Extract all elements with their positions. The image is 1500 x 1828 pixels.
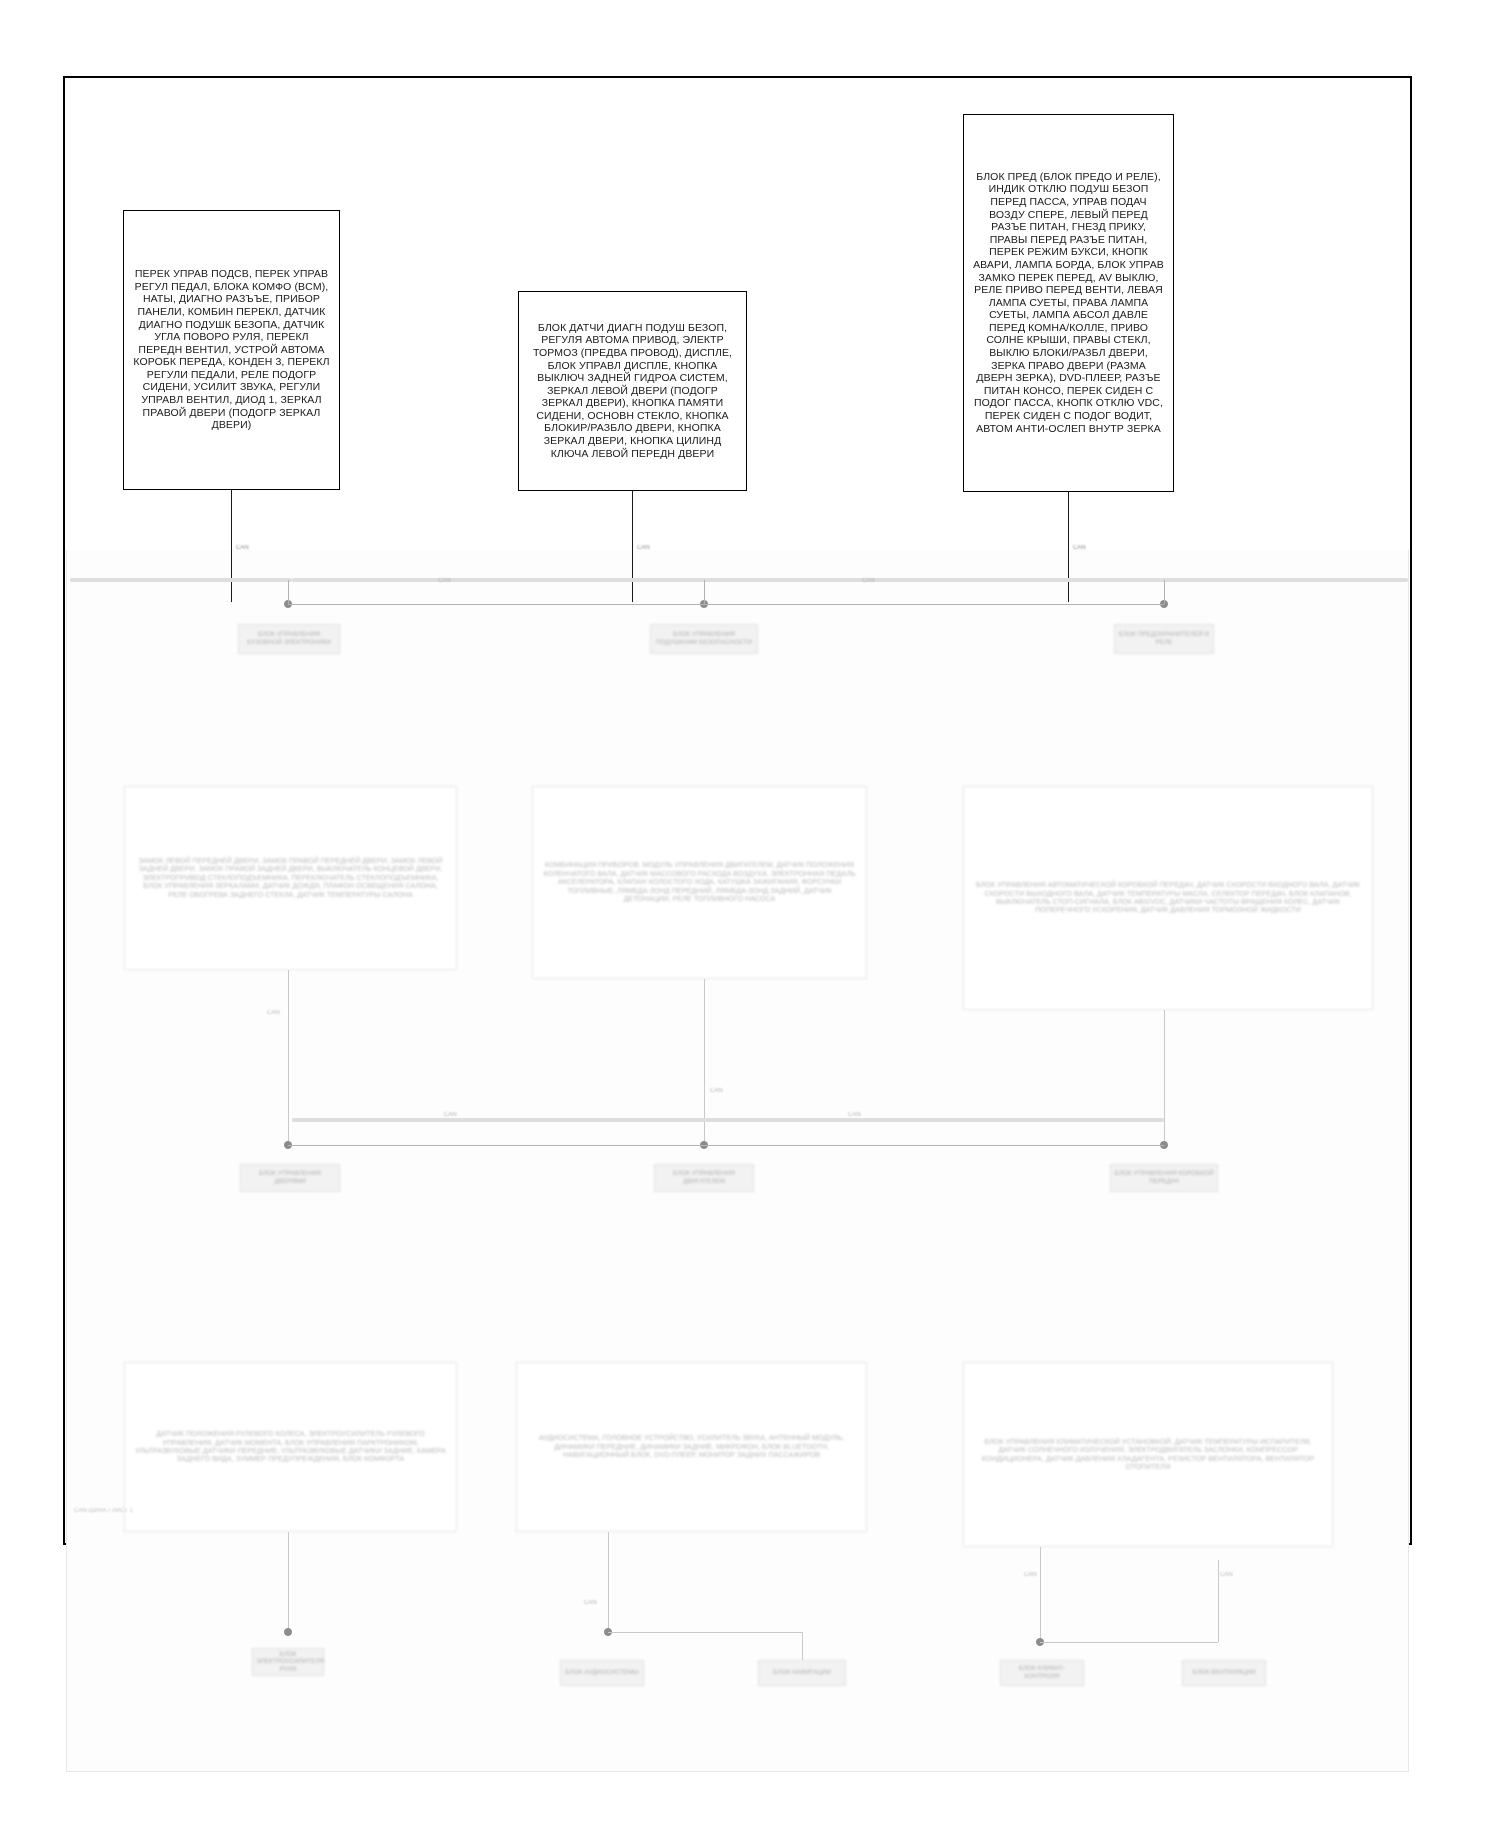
ecu-bot-2-label: БЛОК АУДИОСИСТЕМЫ <box>565 1669 639 1677</box>
drop-label-center: CAN <box>637 545 650 551</box>
bus-trunk-mid <box>292 1118 1164 1122</box>
bus-riser-top-right <box>1164 580 1165 604</box>
bottom-drop-2 <box>608 1532 609 1632</box>
node-dot-bot-1 <box>284 1628 292 1636</box>
ecu-top-center[interactable] <box>650 624 758 654</box>
ecu-top-left[interactable] <box>238 624 340 654</box>
mid-box-center <box>532 786 867 979</box>
ecu-mid-left[interactable] <box>240 1164 340 1192</box>
bus-riser-top-left <box>288 580 289 604</box>
bus-trunk-top-left <box>70 578 292 582</box>
ecu-mid-left-label: БЛОК УПРАВЛЕНИЯ ДВЕРЯМИ <box>258 1170 322 1185</box>
ecu-top-right-label: БЛОК ПРЕДОХРАНИТЕЛЕЙ И РЕЛЕ <box>1118 631 1210 646</box>
ecu-mid-center-label: БЛОК УПРАВЛЕНИЯ ДВИГАТЕЛЕМ <box>672 1170 736 1185</box>
bottom-drop-1 <box>288 1532 289 1632</box>
ecu-bot-5[interactable] <box>1182 1660 1266 1686</box>
drop-line-center <box>632 491 633 602</box>
mid-box-center-text: КОМБИНАЦИЯ ПРИБОРОВ, МОДУЛЬ УПРАВЛЕНИЯ ДВИГАТЕЛЕМ, ДАТЧИК ПОЛОЖЕНИЯ КОЛЕНЧАТОГО ВАЛА, ДАТЧИК МАССОВОГО РАСХОДА ВОЗДУХА, ЭЛЕКТРОННАЯ ПЕДАЛЬ АКСЕЛЕРАТОРА, КЛАПАН ХОЛОСТОГО ХОДА, КАТУШКА ЗАЖИГАНИЯ, ФОРСУНКИ ТОПЛИВНЫЕ, ЛЯМБДА-ЗОНД ПЕРЕДНИЙ, ЛЯМБДА-ЗОНД ЗАДНИЙ, ДАТЧИК ДЕТОНАЦИИ, РЕЛЕ ТОПЛИВНОГО НАСОСА <box>543 860 856 904</box>
ecu-mid-right-label: БЛОК УПРАВЛЕНИЯ КОРОБКОЙ ПЕРЕДАЧ <box>1114 1170 1214 1185</box>
ecu-top-center-label: БЛОК УПРАВЛЕНИЯ ПОДУШКАМИ БЕЗОПАСНОСТИ <box>655 631 753 646</box>
note-box-left-text: ПЕРЕК УПРАВ ПОДСВ, ПЕРЕК УПРАВ РЕГУЛ ПЕДАЛ, БЛОКА КОМФО (BCM), НАТЫ, ДИАГНО РАЗЪЪЕ, ПРИБОР ПАНЕЛИ, КОМБИН ПЕРЕКЛ, ДАТЧИК ДИАГНО ПОДУШК БЕЗОПА, ДАТЧИК УГЛА ПОВОРО РУЛЯ, ПЕРЕКЛ ПЕРЕДН ВЕНТИЛ, УСТРОЙ АВТОМА КОРОБК ПЕРЕДА, КОНДЕН 3, ПЕРЕКЛ РЕГУЛИ ПЕДАЛИ, РЕЛЕ ПОДОГР СИДЕНИ, УСИЛИТ ЗВУКА, РЕГУЛИ УПРАВЛ ВЕНТИЛ, ДИОД 1, ЗЕРКАЛ ПРАВОЙ ДВЕРИ (ПОДОГР ЗЕРКАЛ ДВЕРИ) <box>133 268 330 432</box>
bus-run-top-b <box>704 604 1164 605</box>
bottom-drop-4 <box>1040 1547 1041 1642</box>
ecu-bot-2[interactable] <box>560 1660 644 1686</box>
mid-box-right <box>963 786 1373 1010</box>
ecu-bot-3[interactable] <box>758 1660 846 1686</box>
mid-drop-right <box>1164 1010 1165 1145</box>
mid-box-left <box>124 786 457 970</box>
bus-riser-top-center <box>704 580 705 604</box>
bottom-box-left <box>124 1362 457 1532</box>
mid-drop-left <box>288 970 289 1145</box>
ecu-bot-1-label: БЛОК ЭЛЕКТРОУСИЛИТЕЛЯ РУЛЯ <box>256 1650 325 1673</box>
bus-run-mid-b <box>704 1145 1164 1146</box>
note-box-center <box>518 291 747 491</box>
bottom-box-right-text: БЛОК УПРАВЛЕНИЯ КЛИМАТИЧЕСКОЙ УСТАНОВКОЙ, ДАТЧИК ТЕМПЕРАТУРЫ ИСПАРИТЕЛЯ, ДАТЧИК СОЛНЕЧНОГО ИЗЛУЧЕНИЯ, ЭЛЕКТРОДВИГАТЕЛЬ ЗАСЛОНКИ, КОМПРЕССОР КОНДИЦИОНЕРА, ДАТЧИК ДАВЛЕНИЯ ХЛАДАГЕНТА, РЕЗИСТОР ВЕНТИЛЯТОРА, ВЕНТИЛЯТОР ОТОПИТЕЛЯ <box>981 1436 1315 1471</box>
ecu-bot-1[interactable] <box>252 1648 324 1676</box>
ecu-top-right[interactable] <box>1114 624 1214 654</box>
bottom-box-right <box>963 1362 1333 1547</box>
bus-trunk-top <box>292 578 1408 582</box>
frame-stub-left <box>63 466 65 546</box>
drop-label-left: CAN <box>236 545 249 551</box>
bus-label-mid-a: CAN <box>444 1112 457 1118</box>
bus-run-mid-a <box>288 1145 704 1146</box>
ecu-bot-4[interactable] <box>1000 1660 1084 1686</box>
drop-line-right <box>1068 492 1069 602</box>
bottom-drop-2b <box>802 1632 803 1660</box>
ecu-mid-center[interactable] <box>654 1164 754 1192</box>
bus-run-top-a <box>288 604 704 605</box>
bottom-label-2: CAN <box>584 1600 597 1606</box>
bottom-branch-2 <box>608 1632 802 1633</box>
bottom-drop-5 <box>1218 1560 1219 1642</box>
bottom-box-center-text: АУДИОСИСТЕМА, ГОЛОВНОЕ УСТРОЙСТВО, УСИЛИТЕЛЬ ЗВУКА, АНТЕННЫЙ МОДУЛЬ, ДИНАМИКИ ПЕРЕДНИЕ, ДИНАМИКИ ЗАДНИЕ, МИКРОФОН, БЛОК BLUETOOTH, НАВИГАЦИОННЫЙ БЛОК, DVD-ПЛЕЕР, МОНИТОР ЗАДНИХ ПАССАЖИРОВ <box>538 1433 845 1460</box>
ecu-mid-right[interactable] <box>1110 1164 1218 1192</box>
note-box-center-text: БЛОК ДАТЧИ ДИАГН ПОДУШ БЕЗОП, РЕГУЛЯ АВТОМА ПРИВОД, ЭЛЕКТР ТОРМОЗ (ПРЕДВА ПРОВОД), ДИСПЛЕ, БЛОК УПРАВЛ ДИСПЛЕ, КНОПКА ВЫКЛЮЧ ЗАДНЕЙ ГИДРОА СИСТЕМ, ЗЕРКАЛ ЛЕВОЙ ДВЕРИ (ПОДОГР ЗЕРКАЛ ДВЕРИ), КНОПКА ПАМЯТИ СИДЕНИ, ОСНОВН СТЕКЛО, КНОПКА БЛОКИР/РАЗБЛО ДВЕРИ, КНОПКА ЗЕРКАЛ ДВЕРИ, КНОПКА ЦИЛИНД КЛЮЧА ЛЕВОЙ ПЕРЕДН ДВЕРИ <box>532 321 733 460</box>
note-box-right <box>963 114 1174 492</box>
bottom-label-4: CAN <box>1024 1572 1037 1578</box>
bottom-box-left-text: ДАТЧИК ПОЛОЖЕНИЯ РУЛЕВОГО КОЛЕСА, ЭЛЕКТРОУСИЛИТЕЛЬ РУЛЕВОГО УПРАВЛЕНИЯ, ДАТЧИК МОМЕНТА, БЛОК УПРАВЛЕНИЯ ПАРКТРОНИКОМ, УЛЬТРАЗВУКОВЫЕ ДАТЧИКИ ПЕРЕДНИЕ, УЛЬТРАЗВУКОВЫЕ ДАТЧИКИ ЗАДНИЕ, КАМЕРА ЗАДНЕГО ВИДА, ЗУММЕР ПРЕДУПРЕЖДЕНИЯ, БЛОК КОМФОРТА <box>135 1429 446 1464</box>
mid-drop-label-left: CAN <box>267 1010 280 1016</box>
note-box-right-text: БЛОК ПРЕД (БЛОК ПРЕДО И РЕЛЕ), ИНДИК ОТКЛЮ ПОДУШ БЕЗОП ПЕРЕД ПАССА, УПРАВ ПОДАЧ ВОЗДУ СПЕРЕ, ЛЕВЫЙ ПЕРЕД РАЗЪЕ ПИТАН, ГНЕЗД ПРИКУ, ПРАВЫ ПЕРЕД РАЗЪЕ ПИТАН, ПЕРЕК РЕЖИМ БУКСИ, КНОПК АВАРИ, ЛАМПА БОРДА, БЛОК УПРАВ ЗАМКО ПЕРЕК ПЕРЕД, AV ВЫКЛЮ, РЕЛЕ ПРИВО ПЕРЕД ВЕНТИ, ЛЕВАЯ ЛАМПА СУЕТЫ, ПРАВА ЛАМПА СУЕТЫ, ЛАМПА АБСОЛ ДАВЛЕ ПЕРЕД КОМНА/КОЛЛЕ, ПРИВО СОЛНЕ КРЫШИ, ПРАВЫ СТЕКЛ, ВЫКЛЮ БЛОКИ/РАЗБЛ ДВЕРИ, ЗЕРКА ПРАВО ДВЕРИ (РАЗМА ДВЕРН ЗЕРКА), DVD-ПЛЕЕР, РАЗЪЕ ПИТАН КОНСО, ПЕРЕК СИДЕН С ПОДОГ ПАССА, КНОПК ОТКЛЮ VDC, ПЕРЕК СИДЕН С ПОДОГ ВОДИТ, АВТОМ АНТИ-ОСЛЕП ВНУТР ЗЕРКА <box>973 170 1164 435</box>
bottom-box-center <box>516 1362 867 1532</box>
drop-label-right: CAN <box>1073 545 1086 551</box>
ecu-bot-3-label: БЛОК НАВИГАЦИИ <box>773 1669 831 1677</box>
mid-box-right-text: БЛОК УПРАВЛЕНИЯ АВТОМАТИЧЕСКОЙ КОРОБКОЙ ПЕРЕДАЧ, ДАТЧИК СКОРОСТИ ВХОДНОГО ВАЛА, ДАТЧИК СКОРОСТИ ВЫХОДНОГО ВАЛА, ДАТЧИК ТЕМПЕРАТУРЫ МАСЛА, СЕЛЕКТОР ПЕРЕДАЧ, БЛОК КЛАПАНОВ, ВЫКЛЮЧАТЕЛЬ СТОП-СИГНАЛА, БЛОК ABS/VDC, ДАТЧИКИ ЧАСТОТЫ ВРАЩЕНИЯ КОЛЕС, ДАТЧИК ПОПЕРЕЧНОГО УСКОРЕНИЯ, ДАТЧИК ДАВЛЕНИЯ ТОРМОЗНОЙ ЖИДКОСТИ <box>975 880 1360 915</box>
ecu-bot-5-label: БЛОК ВЕНТИЛЯЦИИ <box>1192 1669 1256 1677</box>
bus-label-mid-b: CAN <box>848 1112 861 1118</box>
frame-stub-right <box>1410 466 1412 546</box>
bottom-label-5: CAN <box>1220 1572 1233 1578</box>
mid-drop-label-center: CAN <box>710 1088 723 1094</box>
footer-note: CAN-ШИНА / ЛИСТ 1 <box>74 1508 133 1514</box>
ecu-top-left-label: БЛОК УПРАВЛЕНИЯ КУЗОВНОЙ ЭЛЕКТРОНИКИ <box>247 631 331 646</box>
drop-line-left <box>231 490 232 602</box>
mid-box-left-text: ЗАМОК ЛЕВОЙ ПЕРЕДНЕЙ ДВЕРИ, ЗАМОК ПРАВОЙ ПЕРЕДНЕЙ ДВЕРИ, ЗАМОК ЛЕВОЙ ЗАДНЕЙ ДВЕРИ, ЗАМОК ПРАВОЙ ЗАДНЕЙ ДВЕРИ, ВЫКЛЮЧАТЕЛЬ КОНЦЕВОЙ ДВЕРИ, ЭЛЕКТРОПРИВОД СТЕКЛОПОДЪЕМНИКА, ПЕРЕКЛЮЧАТЕЛЬ СТЕКЛОПОДЪЕМНИКА, БЛОК УПРАВЛЕНИЯ ЗЕРКАЛАМИ, ДАТЧИК ДОЖДЯ, ПЛАФОН ОСВЕЩЕНИЯ САЛОНА, РЕЛЕ ОБОГРЕВА ЗАДНЕГО СТЕКЛА, ДАТЧИК ТЕМПЕРАТУРЫ САЛОНА <box>138 855 443 899</box>
ecu-bot-4-label: БЛОК КЛИМАТ-КОНТРОЛЯ <box>1018 1665 1066 1680</box>
diagram-sheet <box>66 550 1409 1772</box>
bottom-branch-4 <box>1040 1642 1218 1643</box>
note-box-left <box>123 210 340 490</box>
bus-label-top-b: CAN <box>862 578 875 584</box>
bus-label-top-a: CAN <box>438 578 451 584</box>
